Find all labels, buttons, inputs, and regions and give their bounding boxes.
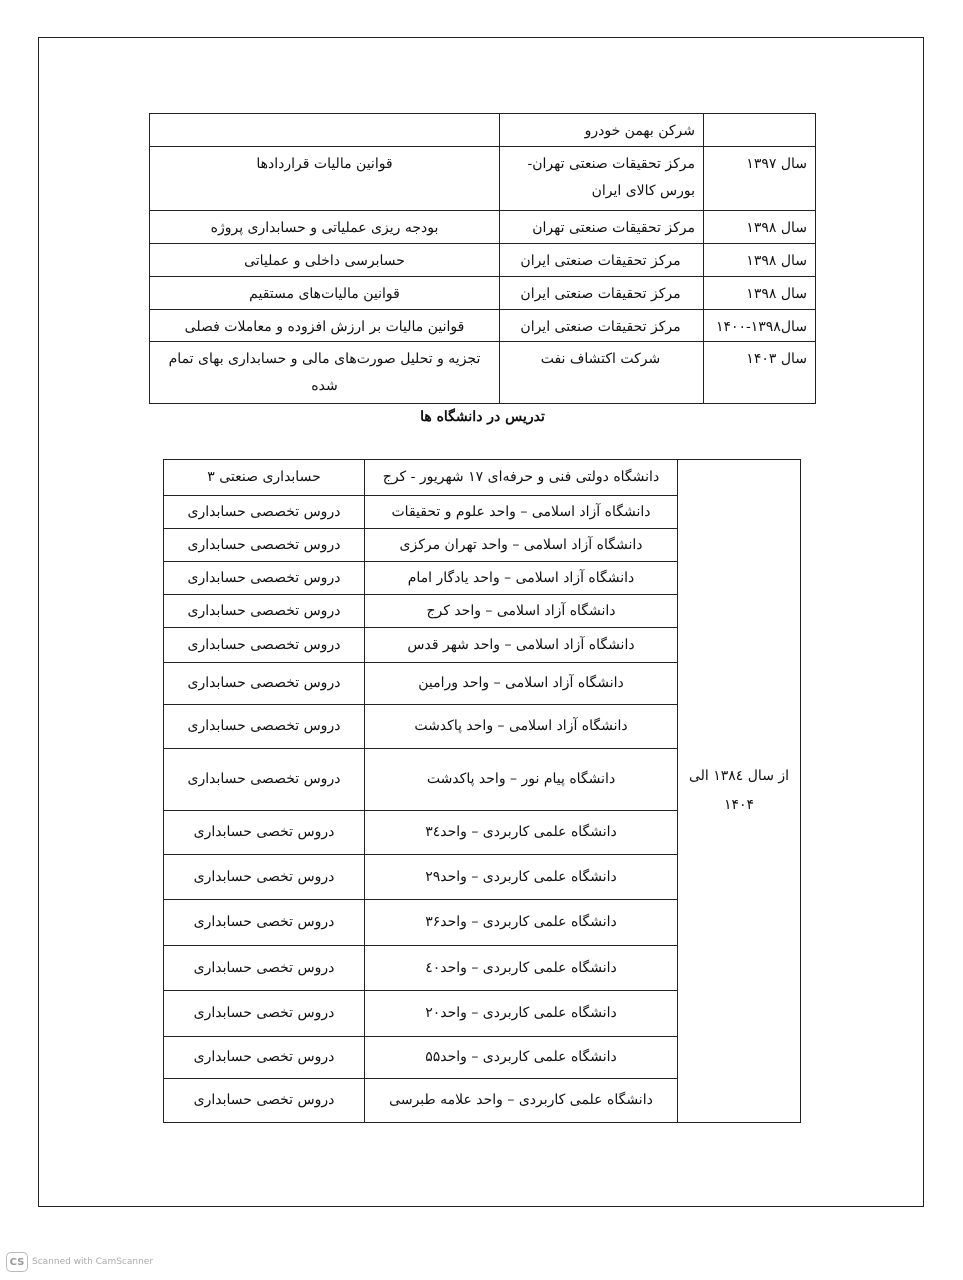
teaching-university-cell: دانشگاه آزاد اسلامی – واحد تهران مرکزی [365,529,678,562]
experience-row [150,244,816,277]
camscanner-logo-icon: CS [6,1252,28,1272]
teaching-university-cell: دانشگاه علمی کاربردی – واحد۳۶ [365,900,678,946]
experience-subject-cell: حسابرسی داخلی و عملیاتی [150,244,500,277]
teaching-university-cell: دانشگاه آزاد اسلامی – واحد علوم و تحقیقات [365,496,678,529]
experience-subject-cell: تجزیه و تحلیل صورت‌های مالی و حسابداری بهای تمام شده [150,342,500,404]
experience-year-cell: سال ۱۳۹۸ [704,277,816,310]
teaching-university-cell: دانشگاه علمی کاربردی – واحد۲۰ [365,991,678,1037]
teaching-course-cell: دروس تخصی حسابداری [164,900,365,946]
teaching-university-cell: دانشگاه علمی کاربردی – واحد علامه طبرسی [365,1079,678,1123]
experience-subject-cell: قوانین مالیات‌های مستقیم [150,277,500,310]
teaching-course-cell: دروس تخصصی حسابداری [164,628,365,663]
scanner-footer [6,1252,153,1272]
experience-subject-cell: بودجه ریزی عملیاتی و حسابداری پروژه [150,211,500,244]
teaching-course-cell: دروس تخصی حسابداری [164,991,365,1037]
teaching-university-cell: دانشگاه علمی کاربردی – واحد۵۵ [365,1037,678,1079]
experience-subject-cell [150,114,500,147]
experience-year-cell: سال ۱۳۹۸ [704,244,816,277]
teaching-course-cell: دروس تخصصی حسابداری [164,496,365,529]
teaching-course-cell: دروس تخصی حسابداری [164,1037,365,1079]
experience-org-cell: شرکن بهمن خودرو [500,114,704,147]
teaching-course-cell: دروس تخصی حسابداری [164,855,365,900]
teaching-university-cell: دانشگاه آزاد اسلامی – واحد یادگار امام [365,562,678,595]
experience-row [150,277,816,310]
teaching-heading: تدریس در دانشگاه ها [420,409,545,425]
teaching-period-cell: از سال ۱۳۸٤ الی ۱۴۰۴ [678,460,801,1123]
teaching-course-cell: دروس تخصصی حسابداری [164,529,365,562]
experience-org-cell: مرکز تحقیقات صنعتی تهران- بورس کالای ایران [500,147,704,211]
experience-year-cell [704,114,816,147]
experience-year-cell: سال ۱۳۹۸ [704,211,816,244]
teaching-course-cell: دروس تخصی حسابداری [164,1079,365,1123]
teaching-course-cell: دروس تخصی حسابداری [164,811,365,855]
teaching-university-cell: دانشگاه آزاد اسلامی – واحد پاکدشت [365,705,678,749]
experience-row [150,114,816,147]
teaching-university-cell: دانشگاه علمی کاربردی – واحد۳٤ [365,811,678,855]
experience-row [150,342,816,404]
scanner-footer-text: Scanned with CamScanner [32,1257,154,1267]
teaching-course-cell: دروس تخصصی حسابداری [164,562,365,595]
teaching-course-cell: دروس تخصصی حسابداری [164,663,365,705]
teaching-course-cell: دروس تخصی حسابداری [164,946,365,991]
experience-subject-cell: قوانین مالیات قراردادها [150,147,500,211]
experience-table [149,113,816,404]
experience-row [150,310,816,342]
teaching-table [163,459,801,1123]
teaching-university-cell: دانشگاه علمی کاربردی – واحد۲۹ [365,855,678,900]
experience-org-cell: مرکز تحقیقات صنعتی ایران [500,310,704,342]
experience-row [150,211,816,244]
experience-org-cell: مرکز تحقیقات صنعتی تهران [500,211,704,244]
experience-year-cell: سال۱۳۹۸-۱۴۰۰ [704,310,816,342]
experience-row [150,147,816,211]
experience-org-cell: مرکز تحقیقات صنعتی ایران [500,244,704,277]
teaching-row [164,460,801,496]
experience-year-cell: سال ۱۳۹۷ [704,147,816,211]
teaching-university-cell: دانشگاه علمی کاربردی – واحد٤۰ [365,946,678,991]
teaching-course-cell: دروس تخصصی حسابداری [164,705,365,749]
teaching-university-cell: دانشگاه آزاد اسلامی – واحد شهر قدس [365,628,678,663]
teaching-university-cell: دانشگاه پیام نور – واحد پاکدشت [365,749,678,811]
teaching-university-cell: دانشگاه آزاد اسلامی – واحد ورامین [365,663,678,705]
experience-year-cell: سال ۱۴۰۳ [704,342,816,404]
teaching-course-cell: دروس تخصصی حسابداری [164,749,365,811]
experience-subject-cell: قوانین مالیات بر ارزش افزوده و معاملات فصلی [150,310,500,342]
teaching-university-cell: دانشگاه آزاد اسلامی – واحد کرج [365,595,678,628]
teaching-course-cell: دروس تخصصی حسابداری [164,595,365,628]
teaching-university-cell: دانشگاه دولتی فنی و حرفه‌ای ۱۷ شهریور - کرج [365,460,678,496]
experience-org-cell: مرکز تحقیقات صنعتی ایران [500,277,704,310]
experience-org-cell: شرکت اکتشاف نفت [500,342,704,404]
teaching-course-cell: حسابداری صنعتی ۳ [164,460,365,496]
